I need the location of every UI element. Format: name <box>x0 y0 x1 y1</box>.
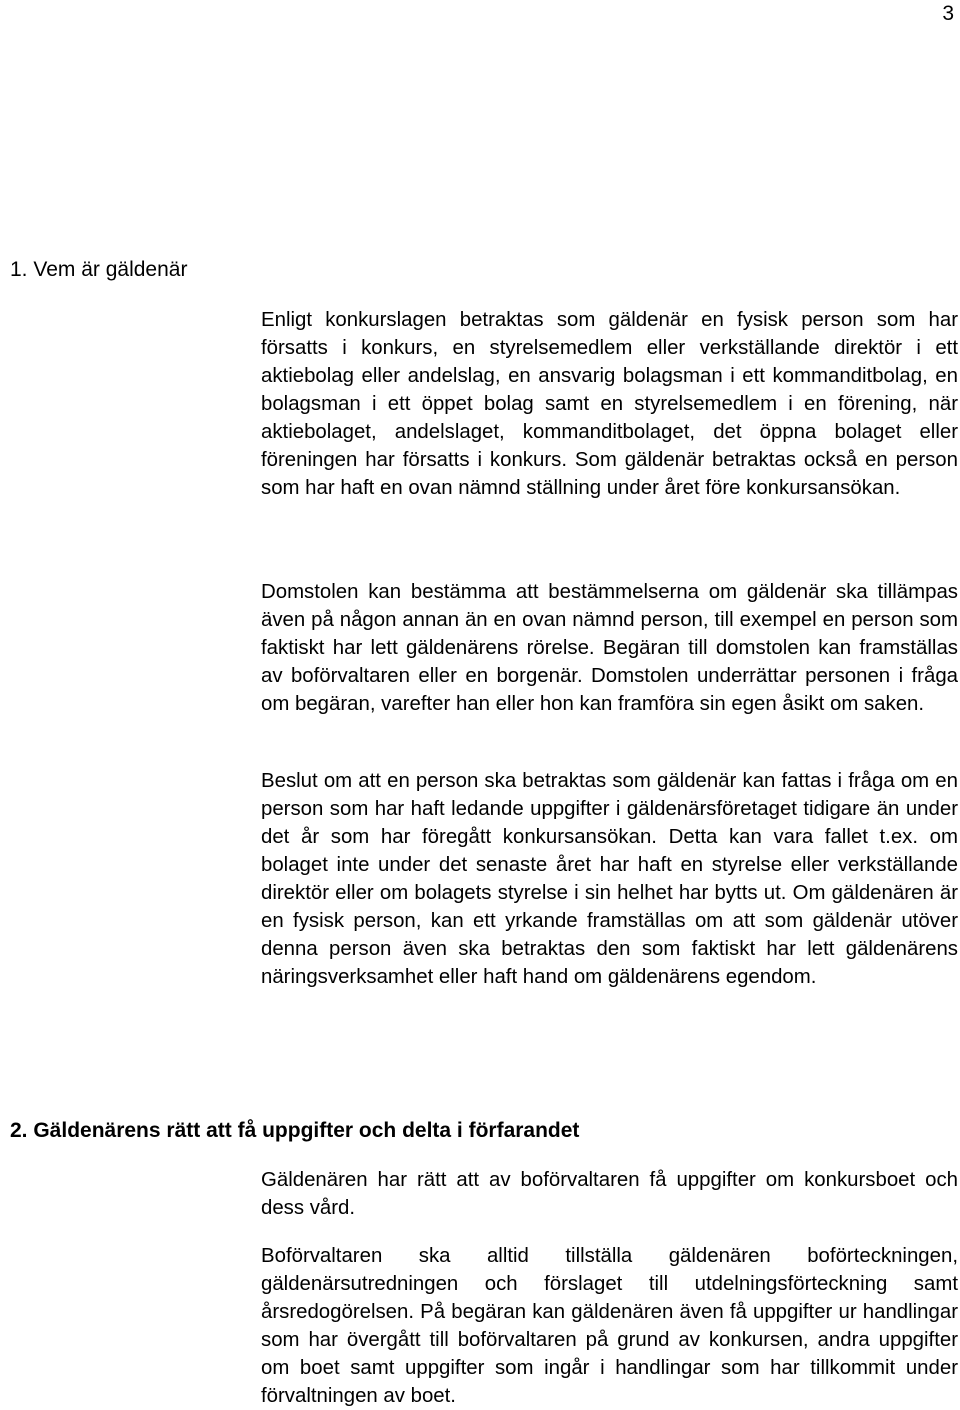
section-1-paragraph-2: Domstolen kan bestämma att bestämmelserna om gäldenär ska tillämpas även på någon annan än en ovan nämnd person, till exempel en person som faktiskt har lett gäldenärens rörelse. Begäran till domstolen kan framställas av boförvaltaren eller en borgenär. Domstolen underrättar personen i fråga om begäran, varefter han eller hon kan framföra sin egen åsikt om saken. <box>261 581 958 715</box>
section-heading-1: 1. Vem är gäldenär <box>10 258 188 281</box>
section-1-paragraph-3: Beslut om att en person ska betraktas som gäldenär kan fattas i fråga om en person som har haft ledande uppgifter i gäldenärsföretaget tidigare än under det år som har föregått konkursansökan. Detta kan vara fallet t.ex. om bolaget inte under det senaste året har haft en styrelse eller verkställande direktör eller om bolagets styrelse i sin helhet har bytts ut. Om gäldenären är en fysisk person, kan ett yrkande framställas om att som gäldenär utöver denna person även ska betraktas den som faktiskt har lett gäldenärens näringsverksamhet eller haft hand om gäldenärens egendom. <box>261 770 958 988</box>
section-1-paragraph-1: Enligt konkurslagen betraktas som gäldenär en fysisk person som har försatts i konkurs, en styrelsemedlem eller verkställande direktör i ett aktiebolag eller andelslag, en ansvarig bolagsman i ett kommanditbolag, en bolagsman i ett öppet bolag samt en styrelsemedlem i en förening, när aktiebolaget, andelslaget, kommanditbolaget, det öppna bolaget eller föreningen har försatts i konkurs. Som gäldenär betraktas också en person som har haft en ovan nämnd ställning under året före konkursansökan. <box>261 309 958 499</box>
section-2-paragraph-1: Gäldenären har rätt att av boförvaltaren få uppgifter om konkursboet och dess vård. <box>261 1169 958 1219</box>
section-2-paragraph-2: Boförvaltaren ska alltid tillställa gäldenären boförteckningen, gäldenärsutredningen och förslaget till utdelningsförteckning samt årsredogörelsen. På begäran kan gäldenären även få uppgifter ur handlingar som har övergått till boförvaltaren på grund av konkursen, andra uppgifter om boet samt uppgifter som ingår i handlingar som har tillkommit under förvaltningen av boet. <box>261 1245 958 1407</box>
section-heading-2: 2. Gäldenärens rätt att få uppgifter och delta i förfarandet <box>10 1119 580 1142</box>
page-number: 3 <box>942 2 954 25</box>
